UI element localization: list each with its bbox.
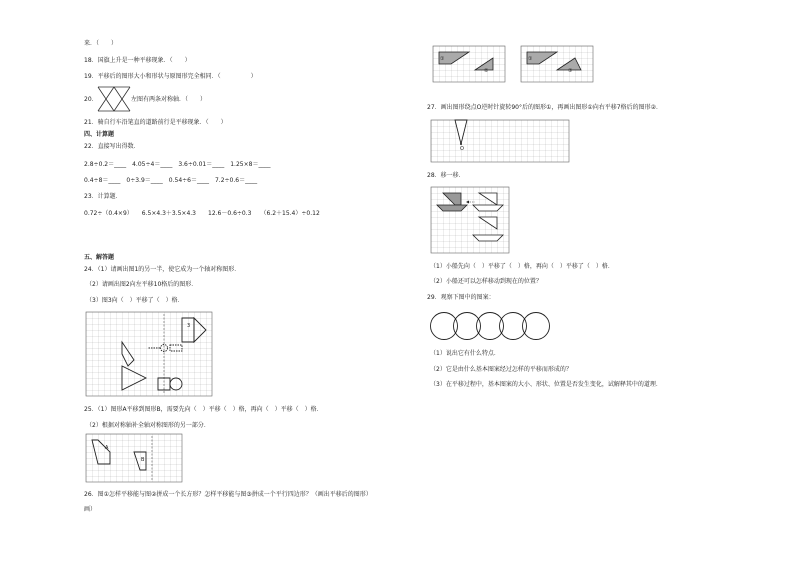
q28-text: 28．移一移． — [427, 172, 465, 179]
q26-text: 26．图①怎样平移能与图②拼成一个长方形？怎样平移能与图③拼成一个平行四边形？（画出平移后的图形） — [84, 491, 372, 498]
section-4-heading: 四、计算题 — [84, 131, 115, 138]
q24-part1: 24．（1）请画出图1的另一半，使它成为一个轴对称图形． — [84, 266, 241, 273]
calc-row-1: 2.8÷0.2＝____ 4.05÷4＝____ 3.6÷0.01＝____ 1.25×8＝____ — [84, 161, 271, 168]
q29-part2: （2）它是由什么基本图案经过怎样的平移而形成的？ — [430, 366, 572, 373]
q27-text: 27．画出图形绕点O逆时针旋转90°后的图形①，再画出图形①向右平移7格后的图形②． — [427, 104, 662, 111]
q22-text: 22．直接写出得数． — [84, 143, 140, 150]
q25-label-B: B — [141, 457, 145, 463]
q26-tail: 画） — [84, 506, 97, 513]
q20-number: 20． — [84, 96, 98, 103]
q17-tail: 来．（ ） — [84, 40, 118, 47]
q23-text: 23．计算题． — [84, 193, 122, 200]
q25-part1: 25．（1）图形A平移到图形B，需要先向（ ）平移（ ）格，再向（ ）平移（ ）格． — [84, 406, 323, 413]
q19-text: 19．平移后的图形大小和形状与原图形完全相同．（ ） — [84, 73, 257, 80]
q26-circle-3: ③ — [568, 68, 573, 74]
q21-text: 21．骑自行车沿笔直的道路前行是平移现象．（ ） — [84, 119, 227, 126]
q26-grid-left — [433, 46, 505, 82]
q28-grid-figure — [431, 187, 509, 253]
q26-circle-1-left: ① — [440, 56, 445, 62]
q18-text: 18．国旗上升是一种平移现象．（ ） — [84, 57, 191, 64]
q24-label-3: 3 — [187, 323, 191, 329]
q24-part3: （3）图3向（ ）平移了（ ）格． — [86, 297, 184, 304]
q20-figure — [98, 86, 130, 112]
q29-text: 29．观察下图中的图案： — [427, 294, 495, 301]
q24-grid-figure — [86, 312, 212, 396]
calc-row-2: 0.4÷8＝____ 0÷3.9＝____ 0.54÷6＝____ 7.2÷0.6＝____ — [84, 177, 258, 184]
q27-grid-figure — [431, 120, 569, 162]
q26-circle-1-right: ① — [528, 56, 533, 62]
q20-text: 左图有两条对称轴．（ ） — [131, 96, 207, 103]
q28-part1: （1）小船先向（ ）平移了（ ）格，再向（ ）平移了（ ）格． — [430, 263, 614, 270]
section-5-heading: 五、解答题 — [84, 254, 115, 261]
q24-part2: （2）请画出图2向左平移10格后的图形． — [86, 281, 198, 288]
q26-grid-right — [521, 46, 593, 82]
q26-circle-2: ② — [484, 68, 489, 74]
q25-part2: （2）根据对称轴补全轴对称图形的另一部分． — [86, 422, 210, 429]
q29-part1: （1）说出它有什么特点． — [430, 350, 500, 357]
q29-rings-figure — [430, 311, 550, 341]
q25-grid-figure — [86, 434, 182, 482]
q28-part2: （2）小船还可以怎样移动到现在的位置？ — [430, 278, 542, 285]
calc-row-3: 0.72÷（0.4×9） 6.5×4.3＋3.5×4.3 12.6－0.6÷0.3 （6.2＋15.4）÷0.12 — [84, 210, 320, 217]
q29-part3: （3）在平移过程中，基本图案的大小、形状、位置是否发生变化，试解释其中的道理． — [430, 381, 662, 388]
q25-label-A: A — [105, 445, 109, 451]
q27-point-o: O — [460, 146, 464, 152]
